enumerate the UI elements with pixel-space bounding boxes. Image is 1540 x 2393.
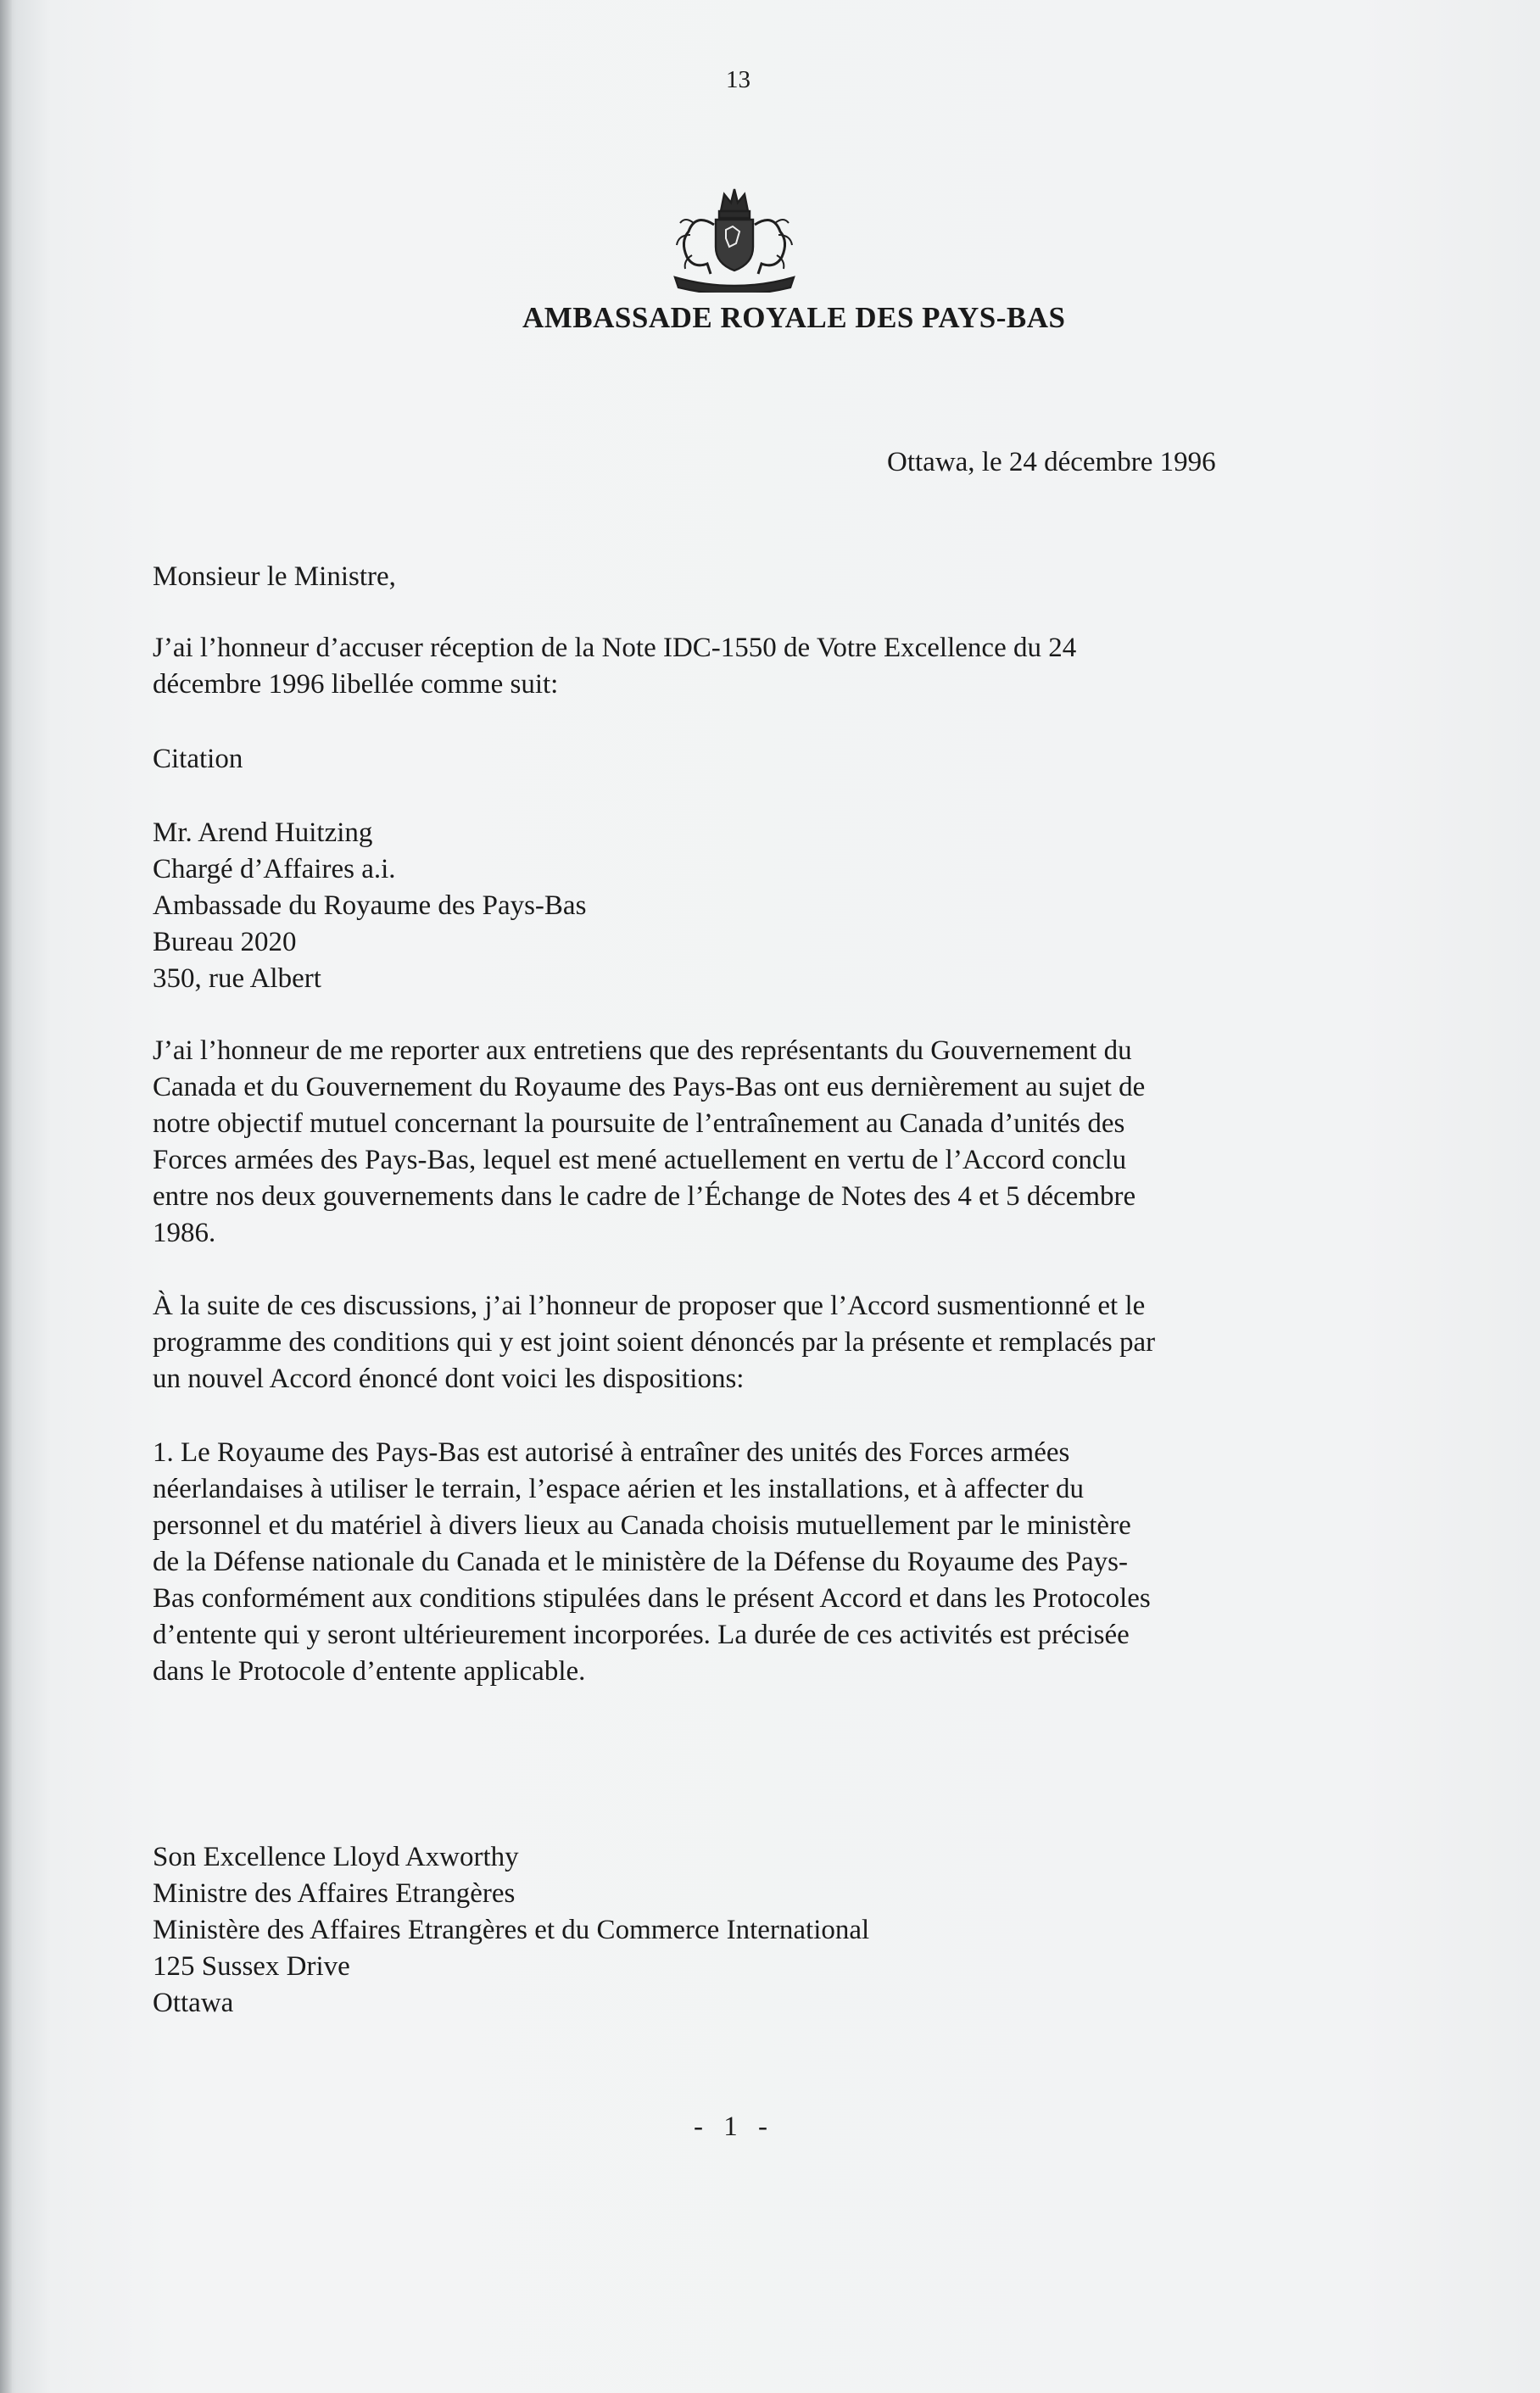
text-line: J’ai l’honneur de me reporter aux entretiens que des représentants du Gouvernement du [153, 1035, 1132, 1066]
recipient-line: 125 Sussex Drive [153, 1951, 350, 1982]
citation-label: Citation [153, 744, 243, 774]
binding-shadow [0, 0, 12, 2393]
addressee-line: 350, rue Albert [153, 963, 321, 994]
text-line: d’entente qui y seront ultérieurement incorporées. La durée de ces activités est précisée [153, 1620, 1130, 1650]
addressee-line: Bureau 2020 [153, 927, 297, 957]
paragraph-article-1 [153, 1435, 1151, 1690]
text-line: programme des conditions qui y est joint soient dénoncés par la présente et remplacés par [153, 1327, 1156, 1358]
text-line: Bas conformément aux conditions stipulées dans le présent Accord et dans les Protocoles [153, 1583, 1151, 1614]
text-line: Forces armées des Pays-Bas, lequel est mené actuellement en vertu de l’Accord conclu [153, 1145, 1127, 1175]
text-line: personnel et du matériel à divers lieux au Canada choisis mutuellement par le ministère [153, 1510, 1131, 1541]
text-line: décembre 1996 libellée comme suit: [153, 669, 559, 700]
text-line: 1986. [153, 1218, 216, 1248]
text-line: 1. Le Royaume des Pays-Bas est autorisé à entraîner des unités des Forces armées [153, 1437, 1070, 1468]
recipient-line: Ministère des Affaires Etrangères et du Commerce International [153, 1915, 870, 1945]
addressee-line: Ambassade du Royaume des Pays-Bas [153, 890, 587, 921]
page-number: 13 [726, 66, 750, 93]
page-footer: - 1 - [694, 2111, 774, 2142]
addressee-line: Mr. Arend Huitzing [153, 817, 373, 848]
letter-date: Ottawa, le 24 décembre 1996 [887, 447, 1216, 477]
addressee-block [153, 815, 586, 997]
embassy-heading: AMBASSADE ROYALE DES PAYS-BAS [522, 301, 1066, 334]
paragraph-discussions [153, 1033, 1145, 1252]
text-line: Canada et du Gouvernement du Royaume des Pays-Bas ont eus dernièrement au sujet de [153, 1072, 1146, 1102]
recipient-block [153, 1839, 869, 2022]
text-line: À la suite de ces discussions, j’ai l’honneur de proposer que l’Accord susmentionné et le [153, 1291, 1146, 1321]
text-line: un nouvel Accord énoncé dont voici les dispositions: [153, 1364, 745, 1394]
coat-of-arms-icon [658, 182, 811, 293]
text-line: néerlandaises à utiliser le terrain, l’espace aérien et les installations, et à affecter du [153, 1474, 1084, 1504]
salutation: Monsieur le Ministre, [153, 561, 396, 592]
paragraph-proposal [153, 1288, 1155, 1397]
text-line: entre nos deux gouvernements dans le cadre de l’Échange de Notes des 4 et 5 décembre [153, 1181, 1136, 1212]
paragraph-acknowledgement [153, 630, 1076, 703]
addressee-line: Chargé d’Affaires a.i. [153, 854, 396, 884]
text-line: dans le Protocole d’entente applicable. [153, 1656, 586, 1687]
recipient-line: Ministre des Affaires Etrangères [153, 1878, 516, 1909]
recipient-line: Ottawa [153, 1988, 234, 2018]
text-line: J’ai l’honneur d’accuser réception de la Note IDC-1550 de Votre Excellence du 24 [153, 633, 1077, 663]
text-line: de la Défense nationale du Canada et le ministère de la Défense du Royaume des Pays- [153, 1547, 1129, 1577]
text-line: notre objectif mutuel concernant la poursuite de l’entraînement au Canada d’unités des [153, 1108, 1125, 1139]
recipient-line: Son Excellence Lloyd Axworthy [153, 1842, 519, 1872]
